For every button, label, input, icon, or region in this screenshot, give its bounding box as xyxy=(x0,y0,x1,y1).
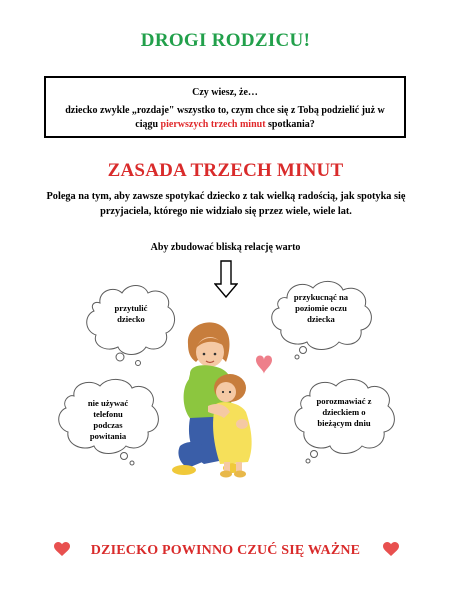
hug-illustration xyxy=(160,318,280,493)
section-description: Polega na tym, aby zawsze spotykać dziecko z tak wielką radością, jak spotyka się przyjaciela, którego nie widziało się przez wiele, wiele lat. xyxy=(46,191,406,217)
info-text xyxy=(54,104,396,132)
cloud-talk-text: porozmawiać z dzieckiem o bieżącym dniu xyxy=(316,396,372,428)
cloud-kneel-text: przykucnąć na poziomie oczu dziecka xyxy=(293,292,349,324)
section-subtitle: Aby zbudować bliską relację warto xyxy=(150,242,301,253)
down-arrow-icon xyxy=(214,260,238,303)
cloud-phone-text: nie używać telefonu podczas powitania xyxy=(87,398,129,441)
info-question: Czy wiesz, że… xyxy=(192,87,258,98)
section-title: ZASADA TRZECH MINUT xyxy=(107,160,344,181)
cloud-phone xyxy=(52,378,164,466)
cloud-talk xyxy=(288,378,400,466)
info-box xyxy=(44,76,406,138)
heart-icon xyxy=(383,542,399,562)
info-text-part1: dziecko zwykle „rozdaje" wszystko to, czym chce się z Tobą podzielić już w ciągu xyxy=(65,105,385,130)
info-text-part2: spotkania? xyxy=(265,119,315,130)
info-text-highlight: pierwszych trzech minut xyxy=(160,119,266,130)
footer-text: DZIECKO POWINNO CZUĆ SIĘ WAŻNE xyxy=(90,543,361,558)
cloud-hug-text: przytulić dziecko xyxy=(114,303,148,324)
cloud-kneel xyxy=(265,280,375,360)
page-title: DROGI RODZICU! xyxy=(140,30,311,51)
